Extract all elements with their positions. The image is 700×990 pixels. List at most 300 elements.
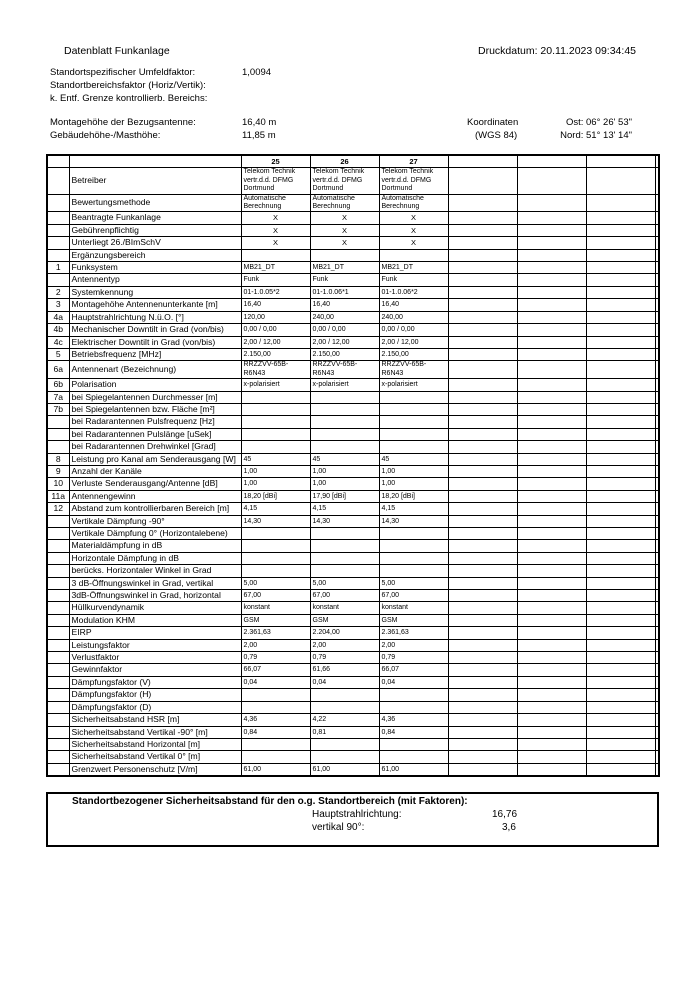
empty-cell — [448, 614, 517, 626]
value-cell — [379, 552, 448, 564]
value-cell: 0,04 — [310, 676, 379, 688]
row-label: Bewertungsmethode — [69, 194, 241, 212]
value-cell — [379, 441, 448, 453]
row-label: Betriebsfrequenz [MHz] — [69, 348, 241, 360]
table-row — [47, 614, 659, 626]
empty-cell — [655, 428, 659, 440]
row-number: 5 — [47, 348, 69, 360]
value-cell: 61,00 — [379, 763, 448, 776]
table-row — [47, 515, 659, 527]
value-cell — [310, 738, 379, 750]
value-cell: RRZZVV-65B-R6N43 — [379, 361, 448, 379]
empty-cell — [517, 168, 586, 194]
table-row — [47, 478, 659, 490]
empty-cell — [517, 262, 586, 274]
empty-cell — [517, 627, 586, 639]
value-cell: 14,30 — [310, 515, 379, 527]
summary-title: Standortbezogener Sicherheitsabstand für den o.g. Standortbereich (mit Faktoren): — [72, 796, 468, 807]
empty-cell — [517, 515, 586, 527]
value-cell: 1,00 — [379, 478, 448, 490]
empty-cell — [448, 224, 517, 236]
table-row — [47, 751, 659, 763]
value-cell: RRZZVV-65B-R6N43 — [310, 361, 379, 379]
empty-cell — [655, 540, 659, 552]
empty-cell — [448, 763, 517, 776]
row-label: Sicherheitsabstand HSR [m] — [69, 714, 241, 726]
empty-cell — [655, 664, 659, 676]
row-number — [47, 416, 69, 428]
row-number — [47, 689, 69, 701]
empty-cell — [655, 237, 659, 249]
empty-cell — [586, 262, 655, 274]
value-cell: 5,00 — [241, 577, 310, 589]
empty-cell — [655, 763, 659, 776]
value-cell: 4,15 — [310, 503, 379, 515]
empty-cell — [586, 726, 655, 738]
empty-cell — [655, 478, 659, 490]
row-label: EIRP — [69, 627, 241, 639]
empty-cell — [586, 348, 655, 360]
empty-cell — [586, 602, 655, 614]
value-cell: 01-1.0.06*1 — [310, 286, 379, 298]
row-number: 10 — [47, 478, 69, 490]
value-cell — [310, 249, 379, 261]
table-row — [47, 528, 659, 540]
row-number: 4c — [47, 336, 69, 348]
empty-cell — [655, 676, 659, 688]
empty-cell — [448, 490, 517, 502]
column-header: 27 — [379, 155, 448, 168]
row-label: Gebührenpflichtig — [69, 224, 241, 236]
value-cell — [379, 751, 448, 763]
gebaeudehoehe-value: 11,85 m — [242, 130, 276, 141]
empty-cell — [586, 441, 655, 453]
empty-cell — [517, 751, 586, 763]
empty-cell — [655, 701, 659, 713]
value-cell: GSM — [310, 614, 379, 626]
row-label: Hüllkurvendynamik — [69, 602, 241, 614]
empty-cell — [586, 478, 655, 490]
row-number — [47, 515, 69, 527]
empty-cell — [586, 194, 655, 212]
value-cell: Telekom Technik vertr.d.d. DFMG Dortmund — [310, 168, 379, 194]
row-number — [47, 224, 69, 236]
table-row — [47, 552, 659, 564]
value-cell — [241, 738, 310, 750]
value-cell: 2.150,00 — [310, 348, 379, 360]
row-number — [47, 194, 69, 212]
value-cell: 2.361,63 — [241, 627, 310, 639]
empty-cell — [655, 465, 659, 477]
row-label: Verlustfaktor — [69, 652, 241, 664]
table-row — [47, 465, 659, 477]
row-number — [47, 738, 69, 750]
value-cell — [241, 391, 310, 403]
empty-cell — [655, 311, 659, 323]
row-label: Antennentyp — [69, 274, 241, 286]
table-row — [47, 738, 659, 750]
empty-cell — [586, 751, 655, 763]
empty-cell — [655, 249, 659, 261]
table-row — [47, 311, 659, 323]
value-cell: 1,00 — [310, 478, 379, 490]
summary-haupt-label: Hauptstrahlrichtung: — [312, 809, 402, 820]
value-cell: 45 — [379, 453, 448, 465]
value-cell — [241, 416, 310, 428]
nord-coordinate: Nord: 51° 13' 14" — [560, 130, 632, 141]
empty-cell — [517, 540, 586, 552]
empty-cell — [586, 639, 655, 651]
summary-vertikal-label: vertikal 90°: — [312, 822, 365, 833]
empty-cell — [586, 590, 655, 602]
value-cell: X — [379, 212, 448, 224]
table-row — [47, 503, 659, 515]
empty-cell — [655, 361, 659, 379]
value-cell: 4,15 — [241, 503, 310, 515]
empty-cell — [517, 490, 586, 502]
table-row — [47, 453, 659, 465]
value-cell: GSM — [379, 614, 448, 626]
value-cell — [241, 552, 310, 564]
empty-cell — [655, 689, 659, 701]
value-cell: x-polarisiert — [241, 379, 310, 391]
value-cell: 240,00 — [310, 311, 379, 323]
row-label: Sicherheitsabstand Horizontal [m] — [69, 738, 241, 750]
value-cell: 0,79 — [310, 652, 379, 664]
table-row — [47, 194, 659, 212]
empty-cell — [586, 249, 655, 261]
value-cell: 4,22 — [310, 714, 379, 726]
entfernung-label: k. Entf. Grenze kontrollierb. Bereichs: — [50, 93, 208, 104]
value-cell — [379, 689, 448, 701]
value-cell: 2,00 / 12,00 — [241, 336, 310, 348]
value-cell: 0,79 — [241, 652, 310, 664]
table-row — [47, 714, 659, 726]
empty-cell — [448, 627, 517, 639]
empty-cell — [448, 714, 517, 726]
value-cell — [310, 689, 379, 701]
row-number — [47, 565, 69, 577]
empty-cell — [448, 726, 517, 738]
table-row — [47, 403, 659, 415]
value-cell: 16,40 — [379, 299, 448, 311]
summary-vertikal-value: 3,6 — [502, 822, 516, 833]
empty-cell — [586, 274, 655, 286]
value-cell: Automatische Berechnung — [241, 194, 310, 212]
empty-cell — [517, 602, 586, 614]
row-number — [47, 664, 69, 676]
empty-cell — [448, 590, 517, 602]
summary-box — [46, 792, 659, 847]
value-cell — [310, 565, 379, 577]
table-row — [47, 590, 659, 602]
table-row — [47, 540, 659, 552]
empty-cell — [448, 540, 517, 552]
empty-cell — [448, 428, 517, 440]
empty-cell — [586, 391, 655, 403]
value-cell: X — [379, 237, 448, 249]
value-cell: 0,00 / 0,00 — [241, 324, 310, 336]
empty-cell — [586, 627, 655, 639]
value-cell: 4,15 — [379, 503, 448, 515]
table-row — [47, 689, 659, 701]
value-cell: 16,40 — [310, 299, 379, 311]
empty-cell — [448, 324, 517, 336]
row-label: Verluste Senderausgang/Antenne [dB] — [69, 478, 241, 490]
table-row — [47, 763, 659, 776]
row-number — [47, 701, 69, 713]
table-row — [47, 249, 659, 261]
row-label: Sicherheitsabstand Vertikal -90° [m] — [69, 726, 241, 738]
row-number — [47, 168, 69, 194]
empty-cell — [517, 237, 586, 249]
value-cell — [241, 751, 310, 763]
row-label: Funksystem — [69, 262, 241, 274]
row-number — [47, 212, 69, 224]
empty-cell — [448, 168, 517, 194]
row-label: Antennenart (Bezeichnung) — [69, 361, 241, 379]
row-number — [47, 540, 69, 552]
value-cell — [379, 403, 448, 415]
value-cell — [241, 701, 310, 713]
row-number — [47, 676, 69, 688]
empty-cell — [448, 416, 517, 428]
empty-cell — [586, 286, 655, 298]
value-cell: 0,00 / 0,00 — [310, 324, 379, 336]
value-cell — [310, 416, 379, 428]
value-cell — [379, 391, 448, 403]
value-cell: Funk — [310, 274, 379, 286]
row-number: 9 — [47, 465, 69, 477]
value-cell — [379, 738, 448, 750]
value-cell — [379, 428, 448, 440]
montagehoehe-label: Montagehöhe der Bezugsantenne: — [50, 117, 196, 128]
row-number — [47, 751, 69, 763]
value-cell — [241, 249, 310, 261]
row-number: 7b — [47, 403, 69, 415]
umfeldfaktor-label: Standortspezifischer Umfeldfaktor: — [50, 67, 196, 78]
table-row — [47, 299, 659, 311]
empty-cell — [655, 602, 659, 614]
value-cell — [379, 540, 448, 552]
empty-cell — [517, 379, 586, 391]
empty-cell — [586, 361, 655, 379]
row-label: Materialdämpfung in dB — [69, 540, 241, 552]
value-cell: Automatische Berechnung — [379, 194, 448, 212]
empty-cell — [655, 286, 659, 298]
empty-cell — [586, 336, 655, 348]
empty-cell — [517, 391, 586, 403]
row-label: Polarisation — [69, 379, 241, 391]
row-number — [47, 237, 69, 249]
empty-cell — [517, 590, 586, 602]
empty-cell — [517, 652, 586, 664]
empty-cell — [655, 577, 659, 589]
value-cell: konstant — [241, 602, 310, 614]
table-row — [47, 490, 659, 502]
empty-cell — [517, 299, 586, 311]
value-cell: 1,00 — [241, 478, 310, 490]
empty-cell — [517, 676, 586, 688]
column-header: 26 — [310, 155, 379, 168]
value-cell: 0,00 / 0,00 — [379, 324, 448, 336]
row-label: Ergänzungsbereich — [69, 249, 241, 261]
value-cell: X — [241, 212, 310, 224]
value-cell: 45 — [241, 453, 310, 465]
row-number: 3 — [47, 299, 69, 311]
value-cell: 0,84 — [379, 726, 448, 738]
row-label: Horizontale Dämpfung in dB — [69, 552, 241, 564]
empty-cell — [586, 763, 655, 776]
empty-cell — [655, 714, 659, 726]
value-cell: X — [241, 237, 310, 249]
row-label: Dämpfungsfaktor (H) — [69, 689, 241, 701]
empty-cell — [517, 324, 586, 336]
table-row — [47, 262, 659, 274]
empty-cell — [517, 348, 586, 360]
empty-cell — [448, 212, 517, 224]
value-cell — [379, 528, 448, 540]
empty-cell — [448, 639, 517, 651]
empty-cell — [517, 212, 586, 224]
empty-cell — [448, 237, 517, 249]
row-label: Grenzwert Personenschutz [V/m] — [69, 763, 241, 776]
table-row — [47, 379, 659, 391]
empty-cell — [517, 689, 586, 701]
value-cell — [310, 701, 379, 713]
empty-cell — [517, 639, 586, 651]
empty-cell — [655, 224, 659, 236]
empty-cell — [448, 602, 517, 614]
empty-cell — [586, 714, 655, 726]
row-label: Elektrischer Downtilt in Grad (von/bis) — [69, 336, 241, 348]
empty-cell — [655, 441, 659, 453]
empty-cell — [655, 262, 659, 274]
empty-cell — [448, 478, 517, 490]
empty-cell — [655, 212, 659, 224]
empty-cell — [586, 689, 655, 701]
value-cell — [310, 751, 379, 763]
empty-cell — [586, 416, 655, 428]
empty-cell — [517, 528, 586, 540]
empty-cell — [586, 379, 655, 391]
column-header — [586, 155, 655, 168]
empty-cell — [586, 311, 655, 323]
row-label: Leistungsfaktor — [69, 639, 241, 651]
value-cell: 18,20 [dBi] — [379, 490, 448, 502]
value-cell: 120,00 — [241, 311, 310, 323]
empty-cell — [448, 262, 517, 274]
empty-cell — [586, 428, 655, 440]
value-cell: 2,00 — [379, 639, 448, 651]
empty-cell — [448, 664, 517, 676]
row-number — [47, 627, 69, 639]
empty-cell — [448, 528, 517, 540]
value-cell: 5,00 — [379, 577, 448, 589]
empty-cell — [448, 577, 517, 589]
empty-cell — [655, 194, 659, 212]
value-cell: X — [379, 224, 448, 236]
empty-cell — [517, 194, 586, 212]
empty-cell — [655, 627, 659, 639]
print-date: Druckdatum: 20.11.2023 09:34:45 — [478, 45, 636, 57]
empty-cell — [448, 552, 517, 564]
row-label: Gewinnfaktor — [69, 664, 241, 676]
row-label: Modulation KHM — [69, 614, 241, 626]
row-label: Leistung pro Kanal am Senderausgang [W] — [69, 453, 241, 465]
value-cell — [310, 540, 379, 552]
empty-cell — [586, 224, 655, 236]
row-number: 6a — [47, 361, 69, 379]
row-number: 7a — [47, 391, 69, 403]
empty-cell — [655, 751, 659, 763]
empty-cell — [655, 274, 659, 286]
value-cell: 4,36 — [241, 714, 310, 726]
value-cell: 67,00 — [310, 590, 379, 602]
empty-cell — [517, 416, 586, 428]
empty-cell — [655, 639, 659, 651]
row-number: 11a — [47, 490, 69, 502]
value-cell: 01-1.0.05*2 — [241, 286, 310, 298]
value-cell — [379, 565, 448, 577]
empty-cell — [517, 311, 586, 323]
value-cell: 1,00 — [379, 465, 448, 477]
row-number — [47, 639, 69, 651]
table-row — [47, 168, 659, 194]
table-row — [47, 361, 659, 379]
page-title: Datenblatt Funkanlage — [64, 45, 170, 57]
empty-cell — [448, 194, 517, 212]
row-number: 6b — [47, 379, 69, 391]
empty-cell — [448, 379, 517, 391]
row-label: berücks. Horizontaler Winkel in Grad — [69, 565, 241, 577]
empty-cell — [448, 701, 517, 713]
row-number — [47, 528, 69, 540]
empty-cell — [517, 286, 586, 298]
column-header — [448, 155, 517, 168]
row-number: 2 — [47, 286, 69, 298]
empty-cell — [517, 738, 586, 750]
value-cell: 61,00 — [241, 763, 310, 776]
table-row — [47, 639, 659, 651]
empty-cell — [517, 478, 586, 490]
row-number — [47, 249, 69, 261]
value-cell — [241, 565, 310, 577]
empty-cell — [586, 490, 655, 502]
value-cell: 61,00 — [310, 763, 379, 776]
table-row — [47, 348, 659, 360]
empty-cell — [586, 237, 655, 249]
value-cell: X — [310, 224, 379, 236]
row-label: bei Radarantennen Pulslänge [uSek] — [69, 428, 241, 440]
empty-cell — [517, 763, 586, 776]
value-cell — [241, 540, 310, 552]
empty-cell — [517, 503, 586, 515]
empty-cell — [655, 453, 659, 465]
empty-cell — [655, 168, 659, 194]
row-label: Betreiber — [69, 168, 241, 194]
row-label: Sicherheitsabstand Vertikal 0° [m] — [69, 751, 241, 763]
row-number — [47, 652, 69, 664]
empty-cell — [448, 465, 517, 477]
empty-cell — [517, 714, 586, 726]
row-label: Vertikale Dämpfung -90° — [69, 515, 241, 527]
value-cell: MB21_DT — [379, 262, 448, 274]
empty-cell — [448, 515, 517, 527]
value-cell — [241, 689, 310, 701]
table-header-row — [47, 155, 659, 168]
value-cell: 2.150,00 — [241, 348, 310, 360]
